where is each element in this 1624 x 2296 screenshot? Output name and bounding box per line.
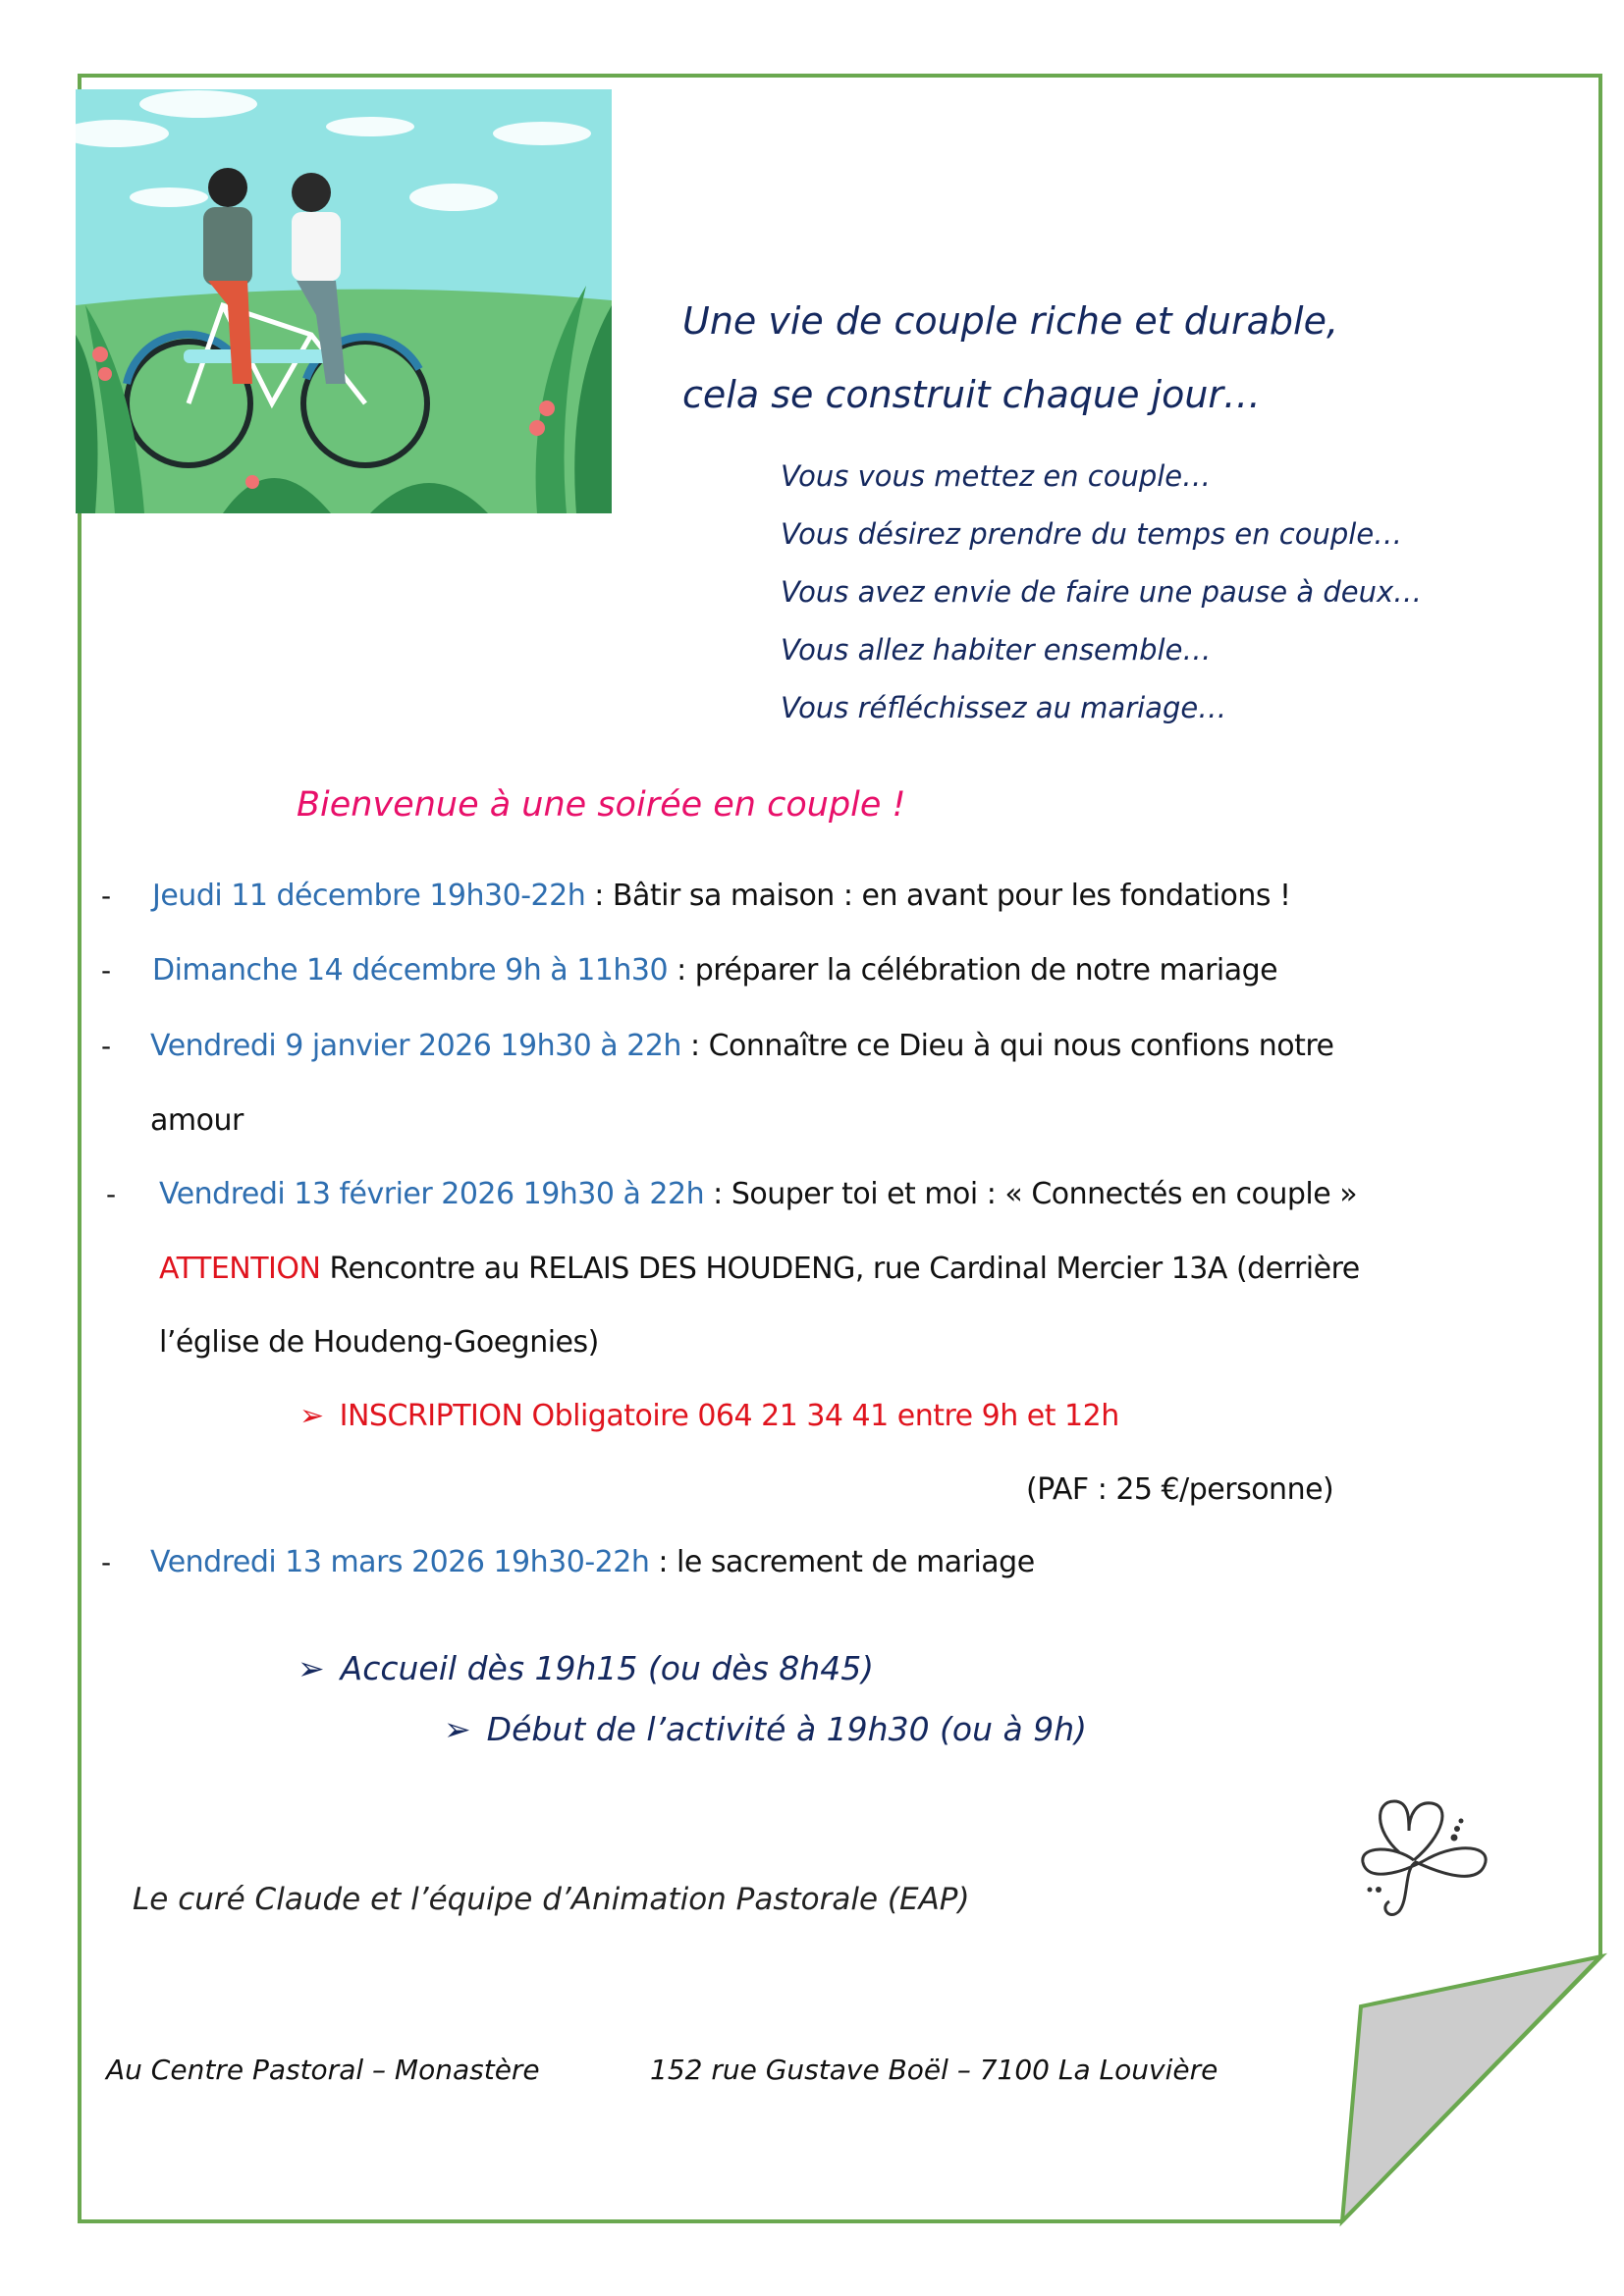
event-date: Vendredi 13 février 2026 19h30 à 22h <box>159 1177 705 1211</box>
bullet-dash: - <box>101 1030 112 1062</box>
event-separator: : <box>668 953 695 988</box>
headline-line-2: cela se construit chaque jour… <box>682 373 1262 416</box>
event-item <box>150 1029 1333 1063</box>
event-title: le sacrement de mariage <box>677 1545 1035 1579</box>
event-date: Jeudi 11 décembre 19h30-22h <box>152 879 586 913</box>
bullet-dash: - <box>106 1178 117 1210</box>
bullet-dash: - <box>101 954 112 987</box>
inscription-text: INSCRIPTION Obligatoire 064 21 34 41 entre 9h et 12h <box>339 1399 1119 1433</box>
event-title-continued: amour <box>150 1103 244 1138</box>
event-date: Dimanche 14 décembre 9h à 11h30 <box>152 953 669 988</box>
event-separator: : <box>649 1545 677 1579</box>
start-time <box>444 1710 1087 1748</box>
intro-line: Vous allez habiter ensemble… <box>781 633 1212 667</box>
event-separator: : <box>680 1029 709 1063</box>
tandem-bicycle-illustration <box>76 89 612 513</box>
welcome-time <box>298 1649 874 1687</box>
event-title: Souper toi et moi : « Connectés en couple » <box>731 1177 1358 1211</box>
attention-text: Rencontre au RELAIS DES HOUDENG, rue Cardinal Mercier 13A (derrière <box>320 1252 1360 1286</box>
start-time-text: Début de l’activité à 19h30 (ou à 9h) <box>486 1710 1088 1748</box>
event-item <box>150 1545 1035 1579</box>
intro-line: Vous vous mettez en couple… <box>781 459 1212 493</box>
arrow-bullet-icon: ➢ <box>298 1649 325 1687</box>
intro-line: Vous avez envie de faire une pause à deux… <box>781 575 1423 609</box>
attention-text-continued: l’église de Houdeng-Goegnies) <box>159 1325 599 1360</box>
heart-infinity-icon <box>1355 1791 1502 1929</box>
intro-line: Vous réfléchissez au mariage… <box>781 691 1227 724</box>
bullet-dash: - <box>101 1546 112 1578</box>
inscription-note <box>299 1399 1119 1433</box>
welcome-time-text: Accueil dès 19h15 (ou dès 8h45) <box>340 1649 875 1687</box>
arrow-bullet-icon: ➢ <box>299 1399 324 1433</box>
bullet-dash: - <box>101 880 112 912</box>
event-date: Vendredi 13 mars 2026 19h30-22h <box>150 1545 650 1579</box>
signature: Le curé Claude et l’équipe d’Animation Pastorale (EAP) <box>133 1882 970 1917</box>
arrow-bullet-icon: ➢ <box>444 1710 471 1748</box>
address-place: Au Centre Pastoral – Monastère <box>106 2054 540 2086</box>
intro-line: Vous désirez prendre du temps en couple… <box>781 517 1403 551</box>
price-note: (PAF : 25 €/personne) <box>1026 1472 1334 1507</box>
event-title: Bâtir sa maison : en avant pour les fondations ! <box>612 879 1291 913</box>
event-date: Vendredi 9 janvier 2026 19h30 à 22h <box>150 1029 681 1063</box>
welcome-heading: Bienvenue à une soirée en couple ! <box>297 785 906 825</box>
address-street: 152 rue Gustave Boël – 7100 La Louvière <box>650 2054 1218 2086</box>
event-title: Connaître ce Dieu à qui nous confions notre <box>708 1029 1334 1063</box>
event-item <box>152 879 1291 913</box>
headline-line-1: Une vie de couple riche et durable, <box>682 299 1339 343</box>
event-title: préparer la célébration de notre mariage <box>694 953 1278 988</box>
attention-note <box>159 1252 1360 1286</box>
event-separator: : <box>585 879 613 913</box>
attention-label: ATTENTION <box>159 1252 321 1286</box>
event-item <box>159 1177 1357 1211</box>
event-item <box>152 953 1277 988</box>
event-separator: : <box>704 1177 731 1211</box>
